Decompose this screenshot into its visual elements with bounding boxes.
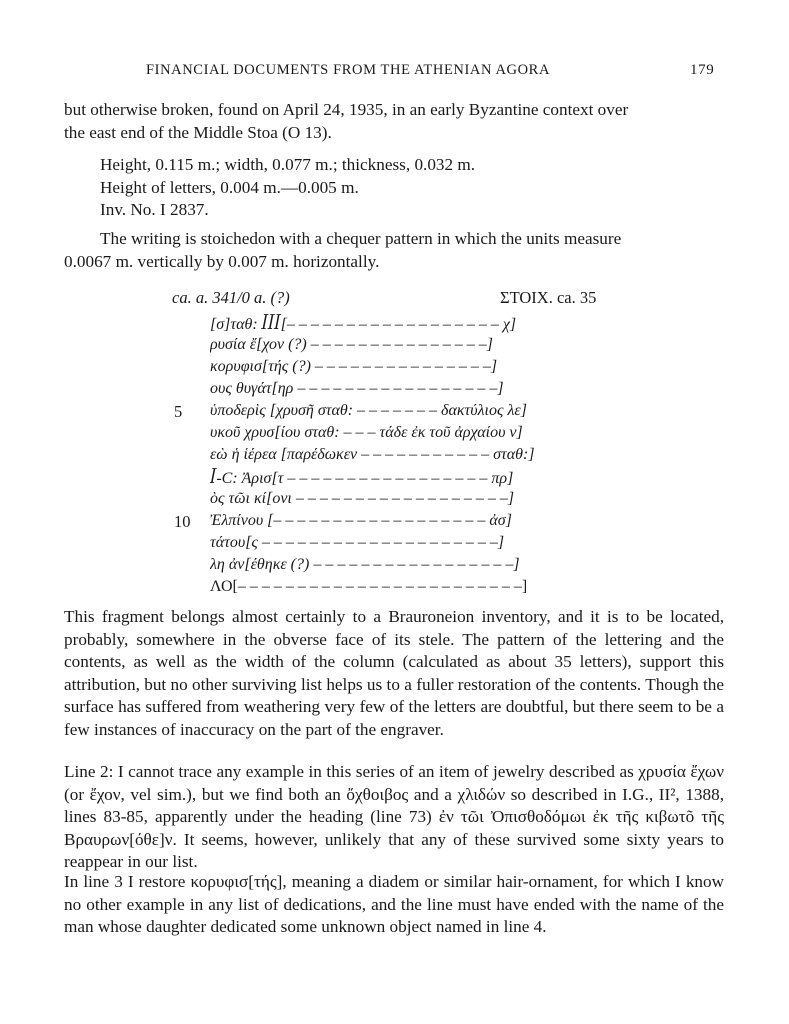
text-line: described in I.G., II², 1388, lines 83-85, apparently under the heading (line 73) ἐν [64,784,724,826]
text-line: as χρυσία ἔχων (or ἔχον, vel sim.), but we find both an ὄχθοιβος and a χλιδών so [64,762,724,804]
text-line: line 4. [503,917,547,936]
text-line: any of these survived some sixty years to reappear in our list. [64,829,724,871]
body-paragraph-1 [64,606,724,741]
line-number: 5 [174,402,183,421]
line-text: ρυσία ἔ[χον (?) – – – – – – – – – – – – – – –] [210,336,493,353]
line-text: κορυφισ[τής (?) – – – – – – – – – – – – – – –] [210,358,498,375]
inscription-line [0,314,789,336]
text-line: In line 3 I restore κορυφισ[τής], meaning a diadem or similar hair-ornament, for [64,872,623,891]
line-text: ꟾ-C: Ἀρισ[τ – – – – – – – – – – – – – – – – – πρ] [210,470,514,487]
inscription-line [0,468,789,490]
measurement-line: Inv. No. I 2837. [100,200,209,219]
text-line: on the part of the engraver. [258,719,444,739]
line-text: [σ]ταθ: ꟾꟾꟾ[– – – – – – – – – – – – – – – – – – χ] [210,316,517,333]
inscription-date: ca. a. 341/0 a. (?) [172,288,290,307]
inscription-line [0,512,789,534]
text-line: which I know no other example in any list of dedications, and the line must have ended [64,872,725,914]
text-line: few of the letters are doubtful, but there seem to be a few instances of inaccuracy [64,697,724,739]
line-text: ὑποδερὶς [χρυσῆ σταθ: – – – – – – – δακτύλιος λε] [210,402,527,419]
inscription-line [0,556,789,578]
body-paragraph-3 [64,871,724,939]
intro-paragraph [64,99,724,144]
text-line: Line 2: I cannot trace any example in this series of an item of jewelry described [64,762,615,781]
inscription-line [0,446,789,468]
line-text: υκοῦ χρυσ[ίου σταθ: – – – τάδε ἐκ τοῦ ἀρχαίου ν] [210,424,523,441]
text-line: 0.0067 m. vertically by 0.007 m. horizontally. [64,251,380,271]
text-line: the east end of the Middle Stoa (O 13). [64,122,332,142]
text-line: lettering and the contents, as well as the width of the column (calculated as about [64,629,725,671]
line-text: ους θυγάτ[ηρ – – – – – – – – – – – – – – – – –] [210,380,504,397]
text-line: restoration of the contents. Though the surface has suffered from weathering very [64,674,725,716]
text-line: τῶι Ὀπισθοδόμωι ἐκ τῆς κιβωτõ τῆς Βραυρων[όθε]ν. It seems, however, unlikely that [64,807,724,849]
inscription-line [0,534,789,556]
description-paragraph [64,228,724,273]
inscription-line [0,380,789,402]
text-line: be located, probably, somewhere in the obverse face of its stele. The pattern of the [64,607,724,649]
inscription-line [0,424,789,446]
inscription-line [0,578,789,600]
running-title: FINANCIAL DOCUMENTS FROM THE ATHENIAN AGORA [146,62,551,78]
measurements [100,154,475,222]
line-text: Ἐλπίνου [– – – – – – – – – – – – – – – – – – ἀσ] [210,512,512,529]
line-text: τάτου[ς – – – – – – – – – – – – – – – – – – – –] [210,534,505,551]
inscription-line [0,358,789,380]
text-line: The writing is stoichedon with a chequer pattern in which the units measure [100,229,622,248]
line-text: εὼ ἡ ἱέρεα [παρέδωκεν – – – – – – – – – – – σταθ:] [210,446,535,463]
inscription-line [0,402,789,424]
inscription-line [0,490,789,512]
text-line: This fragment belongs almost certainly to a Brauroneion inventory, and it is to [64,607,640,626]
inscription-line [0,336,789,358]
page-number: 179 [690,62,715,78]
text-line: with the name of the man whose daughter dedicated some unknown object named in [64,894,725,936]
line-text: ὸς τῶι κί[ονι – – – – – – – – – – – – – – – – – –] [210,490,515,507]
text-line: but otherwise broken, found on April 24, 1935, in an early Byzantine context over [64,100,629,119]
line-text: ΛΟ[– – – – – – – – – – – – – – – – – – – – – – – –] [210,578,528,595]
line-number: 10 [174,512,191,531]
inscription-stoich: ΣΤΟΙΧ. ca. 35 [500,288,597,307]
running-head [0,62,789,82]
measurement-line: Height of letters, 0.004 m.—0.005 m. [100,177,359,197]
text-line: 35 letters), support this attribution, but no other surviving list helps us to a fuller [64,652,725,694]
line-text: λη ἀν[έθηκε (?) – – – – – – – – – – – – – – – – –] [210,556,520,573]
body-paragraph-2 [64,761,724,874]
measurement-line: Height, 0.115 m.; width, 0.077 m.; thickness, 0.032 m. [100,155,476,174]
